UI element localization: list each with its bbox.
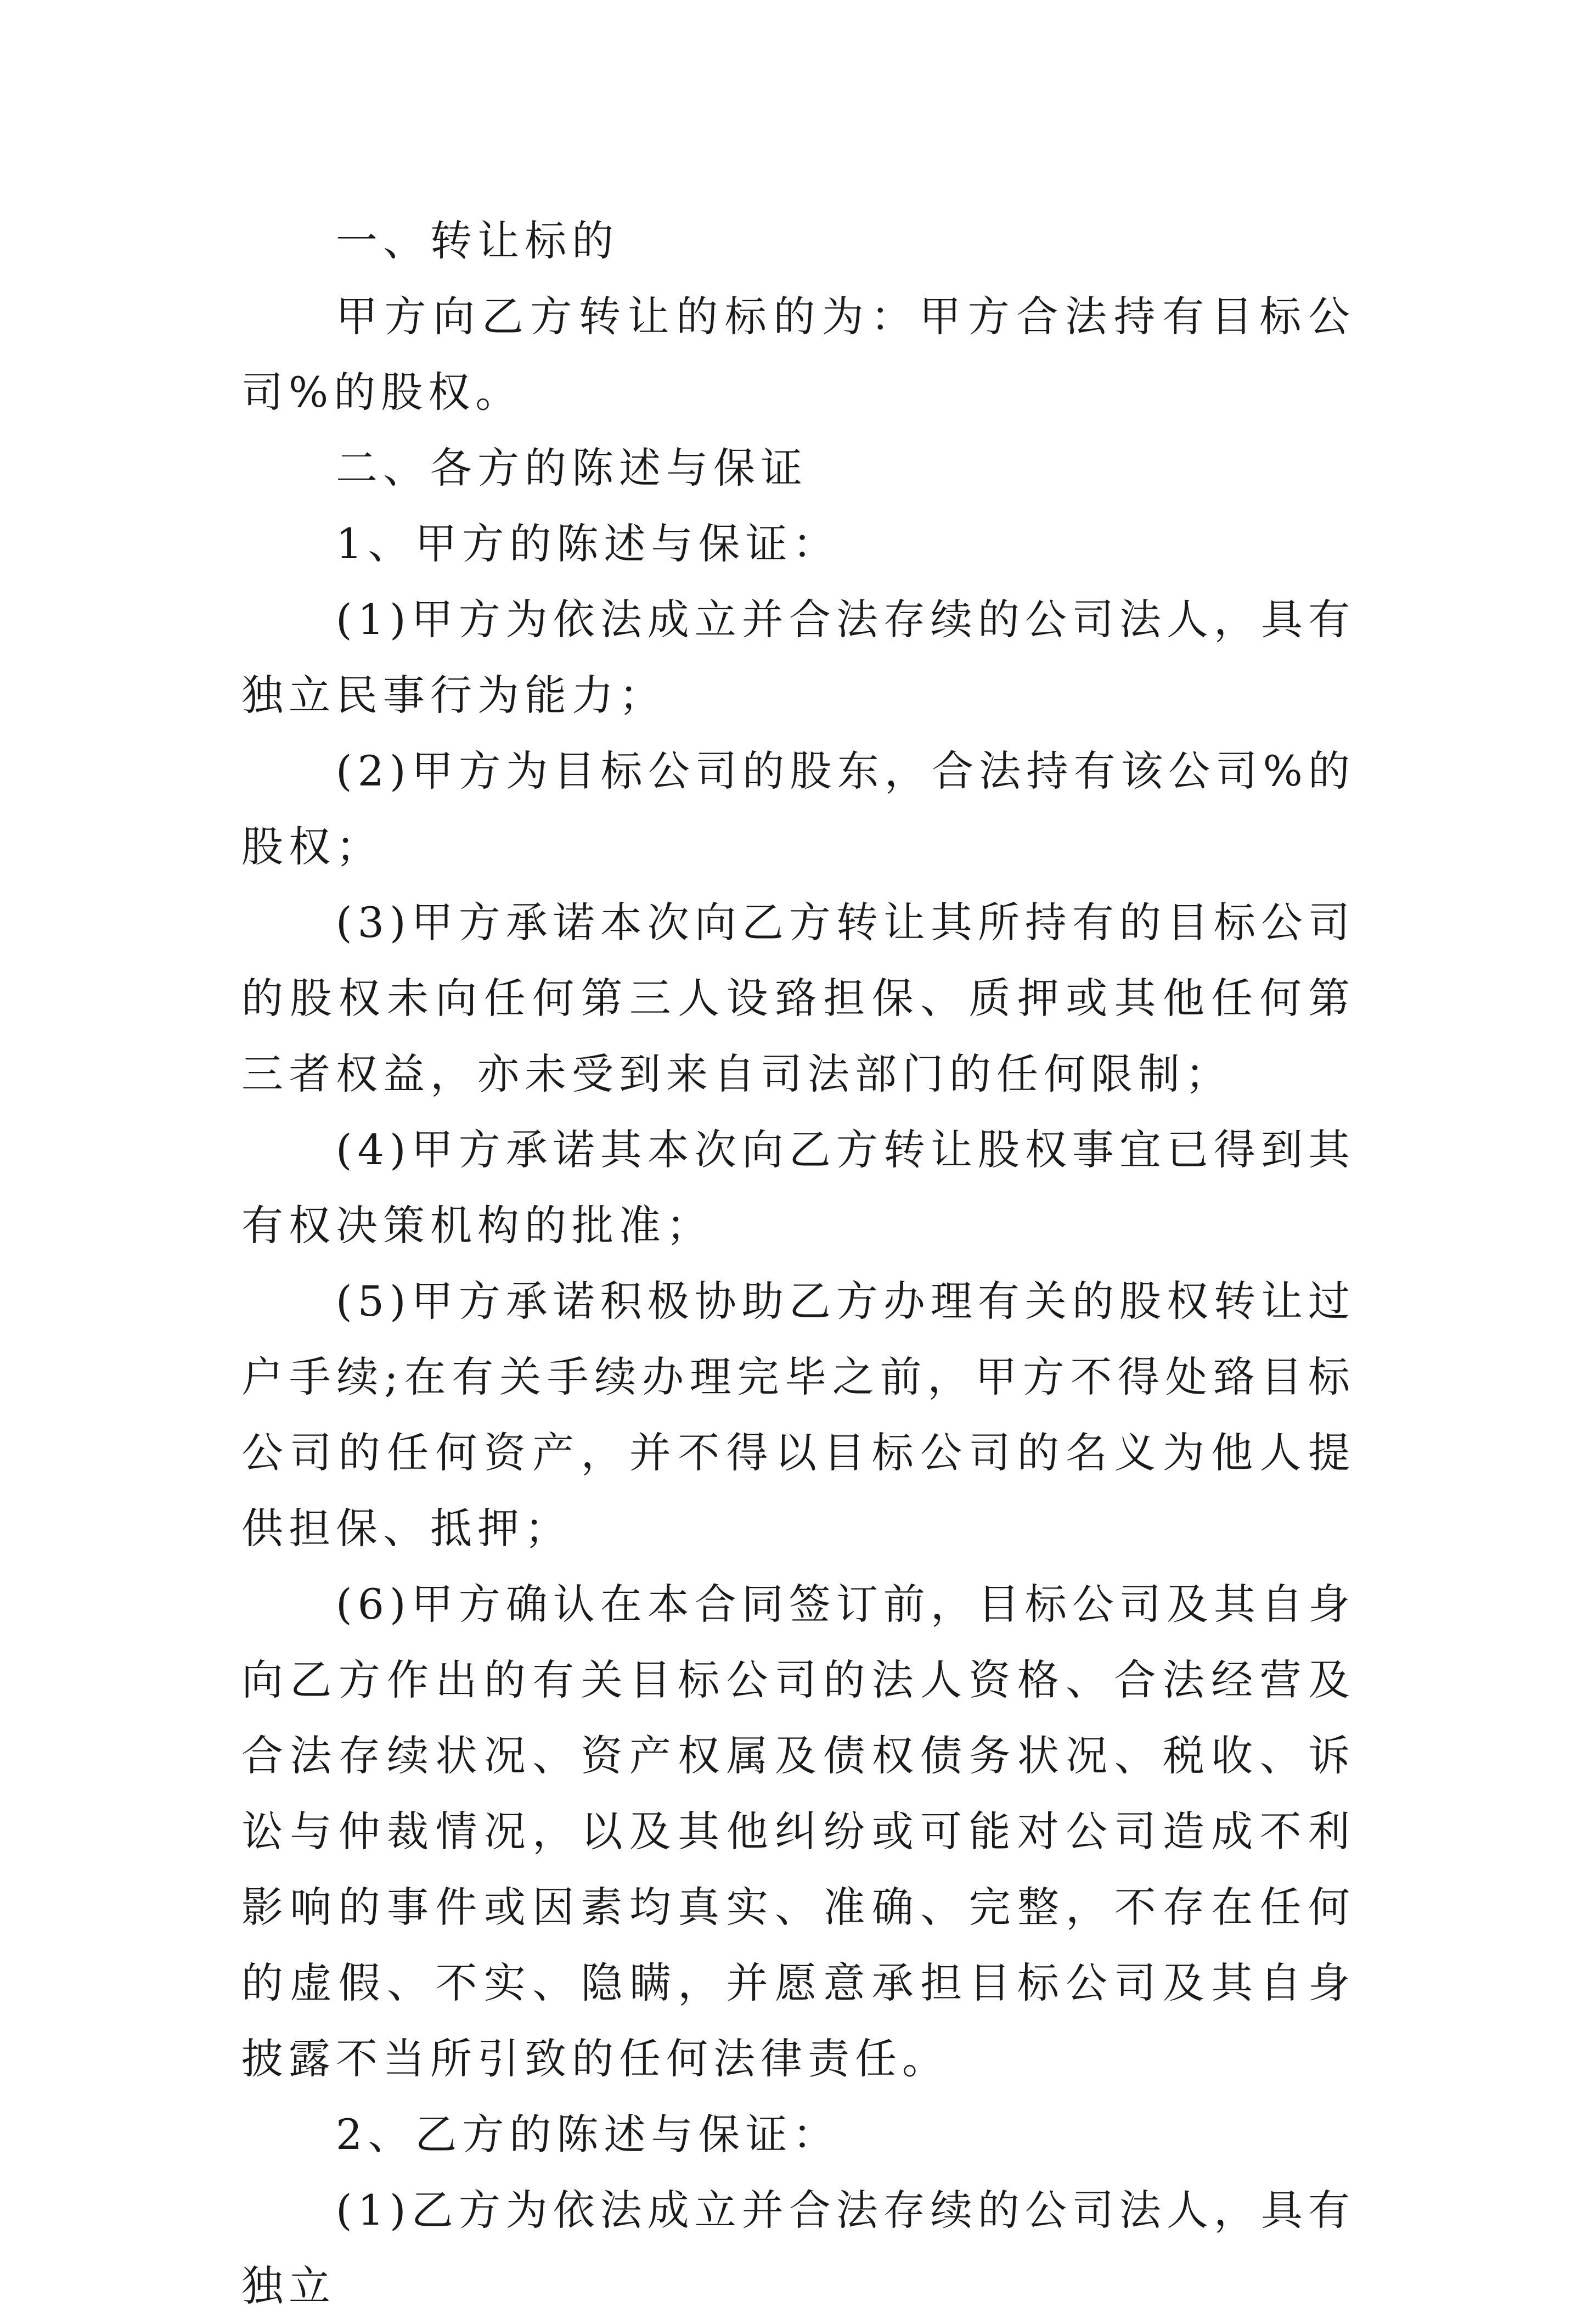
clause-a-1: (1)甲方为依法成立并合法存续的公司法人，具有独立民事行为能力； [241, 595, 1355, 720]
section-heading-transfer-subject: 一、转让标的 [336, 216, 619, 265]
clause-a-5: (5)甲方承诺积极协助乙方办理有关的股权转让过户手续;在有关手续办理完毕之前，甲方不得处臵目标公司的任何资产，并不得以目标公司的名义为他人提供担保、抵押； [241, 1277, 1355, 1553]
subheading-party-a-representations: 1、甲方的陈述与保证： [336, 519, 840, 568]
clause-a-2: (2)甲方为目标公司的股东，合法持有该公司%的股权； [241, 746, 1355, 871]
clause-a-6: (6)甲方确认在本合同签订前，目标公司及其自身向乙方作出的有关目标公司的法人资格、合法经营及合法存续状况、资产权属及债权债务状况、税收、诉讼与仲裁情况，以及其他纠纷或可能对公司造成不利影响的事件或因素均真实、准确、完整，不存在任何的虚假、不实、隐瞒，并愿意承担目标公司及其自身披露不当所引致的任何法律责任。 [241, 1580, 1355, 2083]
clause-a-3: (3)甲方承诺本次向乙方转让其所持有的目标公司的股权未向任何第三人设臵担保、质押或其他任何第三者权益，亦未受到来自司法部门的任何限制； [241, 898, 1355, 1098]
document-body [241, 203, 1355, 2324]
subheading-party-b-representations: 2、乙方的陈述与保证： [336, 2110, 840, 2159]
clause-b-1: (1)乙方为依法成立并合法存续的公司法人，具有独立 [241, 2186, 1355, 2310]
paragraph-transfer-subject: 甲方向乙方转让的标的为：甲方合法持有目标公司%的股权。 [241, 292, 1355, 417]
section-heading-representations: 二、各方的陈述与保证 [336, 444, 808, 492]
clause-a-4: (4)甲方承诺其本次向乙方转让股权事宜已得到其有权决策机构的批准； [241, 1125, 1355, 1250]
